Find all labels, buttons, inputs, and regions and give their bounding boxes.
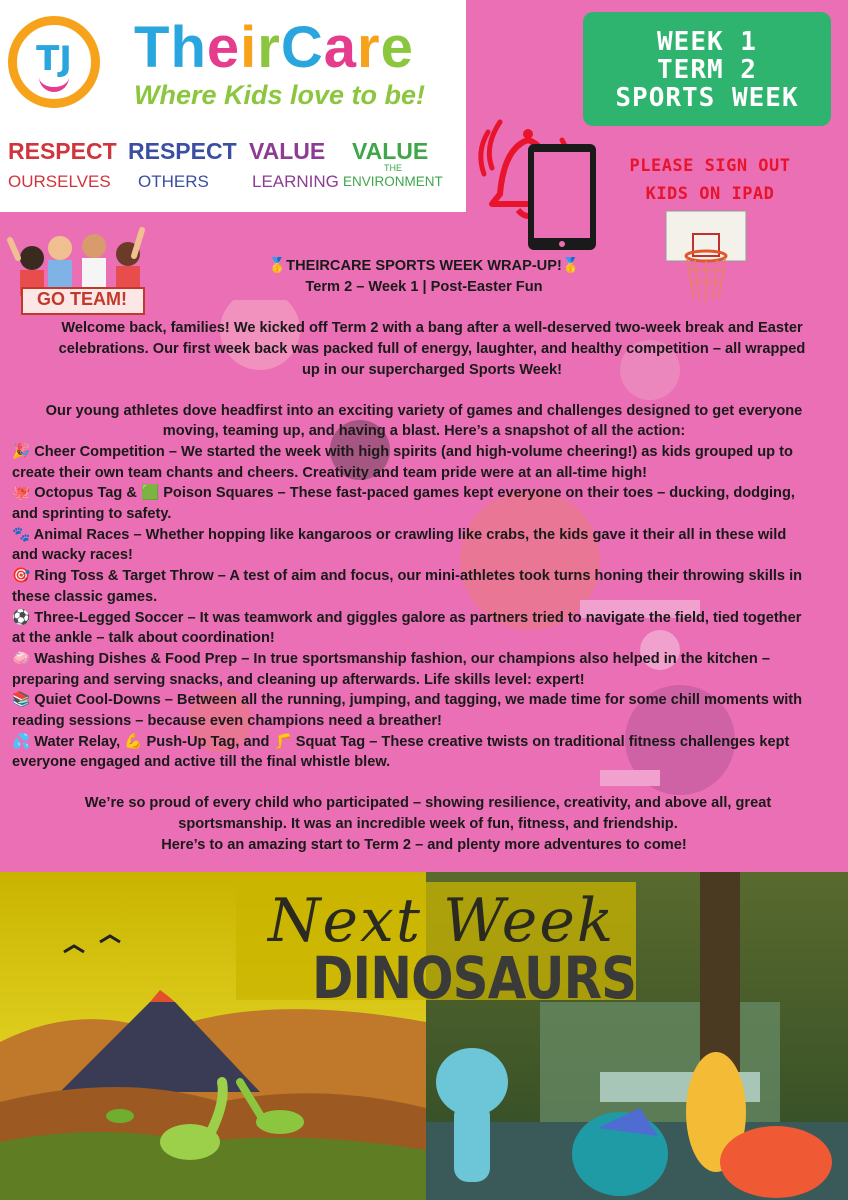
logo-smile bbox=[39, 73, 69, 92]
brand-letter: e bbox=[206, 15, 241, 80]
activity-item: ⚽ Three-Legged Soccer – It was teamwork and giggles galore as partners tried to navigate the field, tied together at the ankle – talk about coordination! bbox=[12, 609, 802, 647]
logo-initials: TJ bbox=[36, 39, 72, 79]
value-subtitle-learning: LEARNING bbox=[252, 172, 339, 191]
bell-tablet-icon bbox=[470, 112, 605, 254]
article-lead: Our young athletes dove headfirst into an exciting variety of games and challenges designed to get everyone moving, teaming up, and having a blast. Here’s a snapshot of all the action: bbox=[45, 402, 803, 440]
value-title-respect-ourselves: RESPECT bbox=[8, 138, 117, 164]
value-title-value-environment: VALUE bbox=[352, 138, 429, 164]
go-team-banner: GO TEAM! bbox=[37, 289, 127, 309]
brand-name bbox=[134, 14, 414, 81]
theircare-logo-mark bbox=[8, 16, 100, 108]
value-subtitle-environment: ENVIRONMENT bbox=[343, 174, 443, 189]
article-subtitle: Term 2 – Week 1 | Post-Easter Fun bbox=[305, 278, 543, 295]
brand-letter: T bbox=[134, 15, 171, 80]
activity-item: 🎉 Cheer Competition – We started the week with high spirits (and high-volume cheering!) as kids grouped up to create their own team chants and cheers. Creativity and team pride were at an all-time high! bbox=[12, 443, 793, 481]
week-badge bbox=[583, 12, 831, 126]
brand-letter: r bbox=[257, 15, 281, 80]
value-title-respect-others: RESPECT bbox=[128, 138, 237, 164]
brand-letter: i bbox=[240, 15, 258, 80]
value-title-value-learning: VALUE bbox=[249, 138, 326, 164]
sign-out-notice bbox=[590, 152, 830, 208]
value-subtitle-the: THE bbox=[384, 163, 402, 173]
activity-item: 🧼 Washing Dishes & Food Prep – In true sportsmanship fashion, our champions also helped in the kitchen – preparing and serving snacks, and cleaning up afterwards. Life skills level: expert! bbox=[12, 650, 770, 688]
brand-letter: a bbox=[323, 15, 357, 80]
article-closing: We’re so proud of every child who participated – showing resilience, creativity, and above all, great sportsmanship. It was an incredible week of fun, fitness, and friendship. bbox=[84, 795, 772, 832]
activity-item: 🐙 Octopus Tag & 🟩 Poison Squares – These fast-paced games kept everyone on their toes – ducking, dodging, and sprinting to safety. bbox=[12, 485, 795, 523]
next-week-section bbox=[0, 872, 848, 1200]
next-week-script-title: Next Week bbox=[268, 886, 616, 956]
activity-item: 🎯 Ring Toss & Target Throw – A test of aim and focus, our mini-athletes took turns honing their throwing skills in these classic games. bbox=[12, 568, 803, 605]
sign-out-line-1: PLEASE SIGN OUT bbox=[629, 156, 791, 176]
value-subtitle-ourselves: OURSELVES bbox=[8, 172, 111, 191]
brand-tagline: Where Kids love to be! bbox=[134, 80, 426, 110]
brand-letter: h bbox=[170, 15, 207, 80]
next-week-theme: DINOSAURS bbox=[312, 944, 637, 1012]
activity-item: 📚 Quiet Cool-Downs – Between all the running, jumping, and tagging, we made time for some chill moments with reading sessions – because even champions need a breather! bbox=[12, 692, 803, 730]
article-closing-final: Here’s to an amazing start to Term 2 – and plenty more adventures to come! bbox=[161, 836, 687, 853]
article-title: 🥇THEIRCARE SPORTS WEEK WRAP-UP!🥇 bbox=[267, 258, 580, 274]
badge-line-sports-week: SPORTS WEEK bbox=[615, 83, 799, 113]
badge-line-week: WEEK 1 bbox=[657, 27, 757, 57]
activity-item: 🐾 Animal Races – Whether hopping like kangaroos or crawling like crabs, the kids gave it their all in these wild and wacky races! bbox=[12, 526, 787, 564]
value-subtitle-others: OTHERS bbox=[138, 172, 209, 191]
article-intro: Welcome back, families! We kicked off Term 2 with a bang after a well-deserved two-week break and Easter celebrations. Our first week back was packed full of energy, laughter, and healthy competition – all wrapped up in our supercharged Sports Week! bbox=[58, 320, 806, 378]
brand-letter: e bbox=[380, 15, 414, 80]
activity-item: 💦 Water Relay, 💪 Push-Up Tag, and 🦵 Squat Tag – These creative twists on traditional fitness challenges kept everyone engaged and active till the final whistle blew. bbox=[12, 733, 790, 771]
brand-letter: C bbox=[280, 15, 324, 80]
sign-out-line-2: KIDS ON IPAD bbox=[645, 184, 775, 204]
article bbox=[12, 256, 808, 855]
badge-line-term: TERM 2 bbox=[657, 55, 757, 85]
brand-letter: r bbox=[357, 15, 381, 80]
logo-panel bbox=[0, 0, 466, 212]
